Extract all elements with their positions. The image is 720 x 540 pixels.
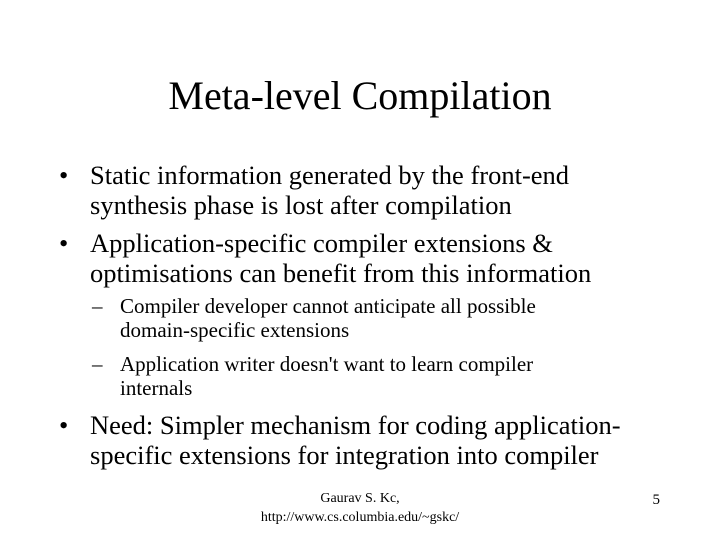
sub-bullet-text [120, 352, 533, 400]
bullet-line: Need: Simpler mechanism for coding application- [90, 410, 621, 440]
slide-title: Meta-level Compilation [168, 73, 552, 118]
sub-bullet-line: Compiler developer cannot anticipate all possible [120, 294, 536, 318]
bullet-line: synthesis phase is lost after compilation [90, 190, 512, 220]
bullet-marker: • [59, 410, 69, 440]
bullet-line: specific extensions for integration into compiler [90, 440, 599, 470]
sub-bullet-text [120, 294, 536, 342]
bullet-marker: • [59, 228, 69, 258]
bullet-item [59, 410, 621, 470]
bullet-text [90, 160, 569, 220]
sub-bullet-marker: – [92, 352, 103, 376]
page-number: 5 [652, 492, 660, 508]
sub-bullet-marker: – [92, 294, 103, 318]
sub-bullet-line: Application writer doesn't want to learn compiler [120, 352, 534, 376]
bullet-text [90, 410, 621, 470]
bullet-marker: • [59, 160, 69, 190]
bullet-text [90, 228, 591, 288]
footer [0, 489, 720, 527]
bullet-item [59, 160, 569, 220]
footer-url: http://www.cs.columbia.edu/~gskc/ [260, 510, 460, 525]
bullet-line: Application-specific compiler extensions & [90, 228, 553, 258]
bullet-line: Static information generated by the front-end [90, 160, 570, 190]
footer-author: Gaurav S. Kc, [320, 491, 400, 506]
sub-bullet-line: domain-specific extensions [120, 318, 350, 342]
sub-bullet-item [92, 352, 533, 400]
bullet-line: optimisations can benefit from this information [90, 258, 592, 288]
sub-bullet-line: internals [120, 376, 193, 400]
sub-bullet-item [92, 294, 536, 342]
bullet-item [59, 228, 591, 288]
